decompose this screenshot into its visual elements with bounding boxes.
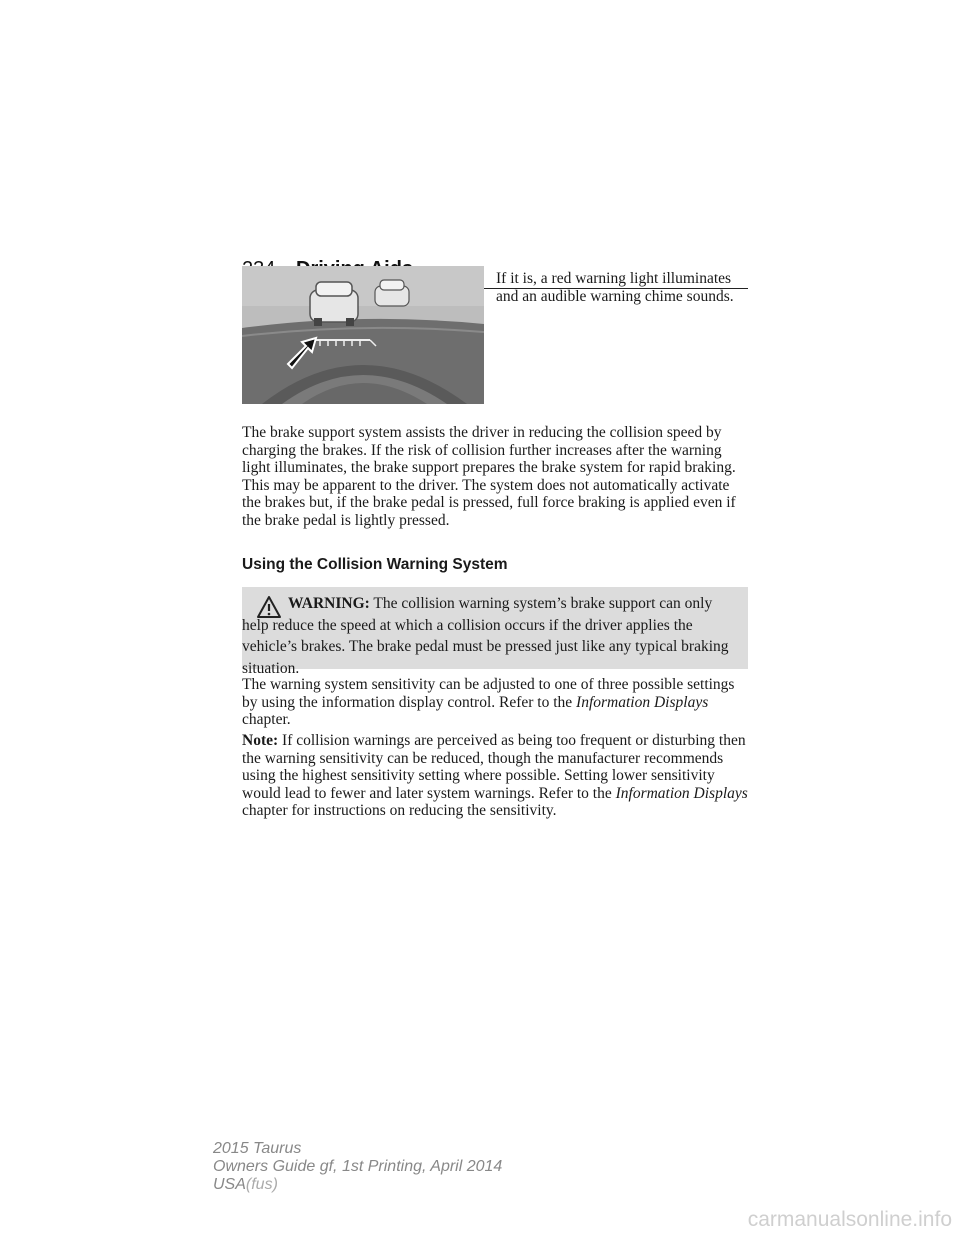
warning-text [242,593,738,679]
note-label: Note: [242,732,279,749]
figure-side-text: If it is, a red warning light illuminates and an audible warning chime sounds. [496,270,734,305]
second-car-icon [375,280,409,306]
note-information-displays-reference: Information Displays [615,784,748,802]
dashboard-illustration-graphic [242,266,484,404]
footer-region [213,1176,502,1194]
footer-region-suffix: (fus) [245,1176,278,1193]
note-text: If collision warnings are perceived as being too frequent or disturbing then the warning sensitivity can be reduced, though the manufacturer recommends using the highest sensitivity setting where possible. Setting lower sensitivity would lead to fewer and later system warnings. Refer to the [242,732,746,802]
note-text-end: chapter for instructions on reducing the sensitivity. [242,802,557,820]
site-watermark: carmanualsonline.info [747,1208,952,1231]
warning-body: The collision warning system’s brake support can only help reduce the speed at which a collision occurs if the driver applies the vehicle’s brakes. The brake pedal must be pressed just like any typical braking situation. [242,595,729,677]
warning-label: WARNING: [288,595,370,612]
sensitivity-text: The warning system sensitivity can be adjusted to one of three possible settings by using the information display control. Refer to the [242,676,735,711]
sensitivity-text-end: chapter. [242,711,291,729]
information-displays-reference: Information Displays [576,693,709,711]
dashboard-illustration [242,266,484,404]
footer-model: 2015 Taurus [213,1140,302,1157]
brake-support-paragraph: The brake support system assists the driver in reducing the collision speed by charging the brakes. If the risk of collision further increases after the warning light illuminates, the brake support prepares the brake system for rapid braking. This may be apparent to the driver. The system does not automatically activate the brakes but, if the brake pedal is pressed, full force braking is applied even if the brake pedal is lightly pressed. [242,424,736,529]
warning-box [242,587,748,677]
section-subheading: Using the Collision Warning System [242,556,508,573]
lead-car-icon [310,282,358,326]
page-footer [213,1140,502,1194]
footer-region-main: USA [213,1176,246,1193]
sensitivity-paragraph [242,676,750,729]
footer-edition: Owners Guide gf, 1st Printing, April 2014 [213,1158,503,1175]
note-paragraph [242,732,750,820]
